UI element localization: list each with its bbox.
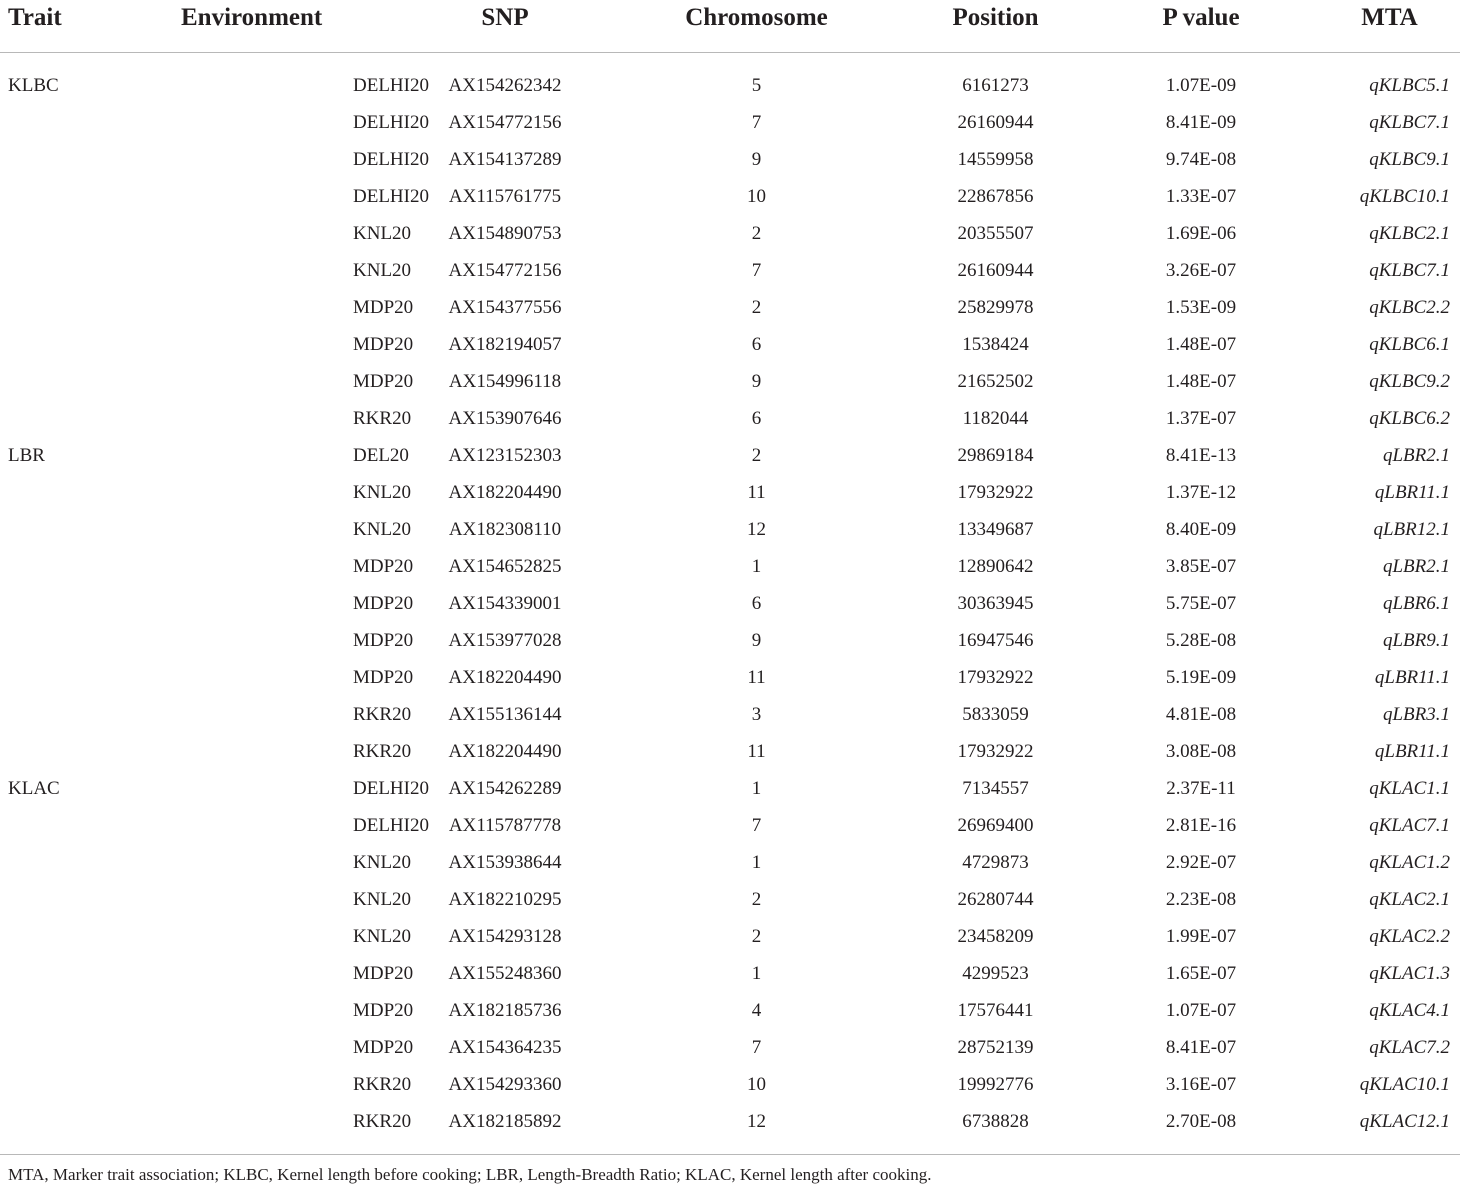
cell-p-value: 3.85E-07	[1165, 555, 1237, 577]
cell-mta: qKLAC1.1	[1369, 777, 1450, 799]
cell-environment: MDP20	[353, 666, 414, 688]
cell-environment: DELHI20	[353, 111, 429, 133]
cell-position: 1538424	[962, 333, 1029, 355]
cell-trait	[0, 881, 172, 918]
cell-mta: qKLBC7.1	[1369, 111, 1450, 133]
cell-chromosome: 9	[751, 370, 762, 392]
cell-mta: qKLAC10.1	[1359, 1073, 1450, 1095]
cell-trait	[0, 1066, 172, 1103]
cell-chromosome: 5	[751, 74, 762, 96]
cell-trait	[0, 104, 172, 141]
table-row	[0, 1029, 1460, 1066]
cell-snp: AX115787778	[448, 814, 562, 836]
cell-environment: MDP20	[353, 555, 414, 577]
cell-environment: RKR20	[353, 407, 412, 429]
cell-snp: AX182194057	[448, 333, 562, 355]
table-body	[0, 53, 1460, 1141]
cell-p-value: 8.41E-07	[1165, 1036, 1237, 1058]
cell-trait	[0, 696, 172, 733]
cell-chromosome: 2	[751, 888, 762, 910]
cell-environment: DELHI20	[353, 185, 429, 207]
cell-chromosome: 3	[751, 703, 762, 725]
cell-position: 22867856	[957, 185, 1034, 207]
cell-snp: AX182204490	[448, 740, 562, 762]
cell-position: 16947546	[957, 629, 1034, 651]
cell-trait	[0, 178, 172, 215]
table-row	[0, 363, 1460, 400]
cell-mta: qKLBC2.2	[1369, 296, 1450, 318]
cell-position: 29869184	[957, 444, 1034, 466]
cell-snp: AX154652825	[448, 555, 562, 577]
header-row	[0, 0, 1460, 53]
cell-chromosome: 1	[751, 851, 762, 873]
header-snp: SNP	[481, 4, 529, 31]
cell-p-value: 2.92E-07	[1165, 851, 1237, 873]
cell-p-value: 1.48E-07	[1165, 333, 1237, 355]
cell-p-value: 1.07E-09	[1165, 74, 1237, 96]
cell-trait	[0, 1029, 172, 1066]
cell-mta: qKLAC7.1	[1369, 814, 1450, 836]
cell-chromosome: 6	[751, 592, 762, 614]
cell-trait	[0, 622, 172, 659]
bottom-rule	[0, 1154, 1460, 1155]
cell-p-value: 5.28E-08	[1165, 629, 1237, 651]
table-row	[0, 733, 1460, 770]
table-row	[0, 918, 1460, 955]
cell-p-value: 4.81E-08	[1165, 703, 1237, 725]
table-row	[0, 289, 1460, 326]
table-footnote: MTA, Marker trait association; KLBC, Kernel length before cooking; LBR, Length-Breadth Ratio; KLAC, Kernel length after cooking.	[8, 1165, 932, 1184]
cell-snp: AX154996118	[448, 370, 562, 392]
cell-chromosome: 7	[751, 259, 762, 281]
cell-environment: RKR20	[353, 1110, 412, 1132]
cell-chromosome: 6	[751, 407, 762, 429]
cell-environment: MDP20	[353, 592, 414, 614]
cell-snp: AX123152303	[448, 444, 562, 466]
table-row	[0, 955, 1460, 992]
cell-position: 30363945	[957, 592, 1034, 614]
cell-snp: AX154772156	[448, 259, 562, 281]
cell-chromosome: 6	[751, 333, 762, 355]
cell-snp: AX154293128	[448, 925, 562, 947]
table-row	[0, 622, 1460, 659]
table-row	[0, 1103, 1460, 1140]
cell-trait	[0, 548, 172, 585]
cell-mta: qKLAC1.3	[1369, 962, 1450, 984]
cell-trait	[0, 733, 172, 770]
cell-mta: qKLAC1.2	[1369, 851, 1450, 873]
cell-chromosome: 10	[747, 185, 766, 207]
cell-mta: qKLBC9.1	[1369, 148, 1450, 170]
cell-snp: AX154339001	[448, 592, 562, 614]
cell-p-value: 5.75E-07	[1165, 592, 1237, 614]
table-row	[0, 696, 1460, 733]
cell-p-value: 1.07E-07	[1165, 999, 1237, 1021]
cell-mta: qLBR2.1	[1382, 444, 1450, 466]
cell-snp: AX182185892	[448, 1110, 562, 1132]
header-position: Position	[952, 4, 1039, 31]
table-row	[0, 807, 1460, 844]
cell-p-value: 2.23E-08	[1165, 888, 1237, 910]
cell-snp: AX154262289	[448, 777, 562, 799]
cell-p-value: 1.37E-12	[1165, 481, 1237, 503]
table-row	[0, 437, 1460, 474]
cell-environment: RKR20	[353, 703, 412, 725]
cell-environment: DELHI20	[353, 74, 429, 96]
table-row	[0, 252, 1460, 289]
cell-chromosome: 2	[751, 222, 762, 244]
cell-p-value: 1.33E-07	[1165, 185, 1237, 207]
cell-mta: qLBR12.1	[1373, 518, 1450, 540]
cell-environment: KNL20	[353, 222, 412, 244]
cell-environment: DELHI20	[353, 148, 429, 170]
cell-chromosome: 10	[747, 1073, 766, 1095]
cell-position: 1182044	[962, 407, 1029, 429]
cell-mta: qLBR9.1	[1382, 629, 1450, 651]
header-mta: MTA	[1361, 4, 1418, 31]
table-row	[0, 215, 1460, 252]
cell-position: 17932922	[957, 666, 1034, 688]
cell-position: 14559958	[957, 148, 1034, 170]
cell-position: 19992776	[957, 1073, 1034, 1095]
cell-position: 17576441	[957, 999, 1034, 1021]
cell-snp: AX115761775	[448, 185, 562, 207]
table-row	[0, 548, 1460, 585]
table-row	[0, 178, 1460, 215]
cell-trait	[0, 474, 172, 511]
cell-snp: AX182185736	[448, 999, 562, 1021]
cell-mta: qLBR2.1	[1382, 555, 1450, 577]
cell-trait	[0, 918, 172, 955]
table-row	[0, 474, 1460, 511]
cell-chromosome: 11	[747, 666, 766, 688]
cell-environment: DELHI20	[353, 814, 429, 836]
cell-p-value: 2.70E-08	[1165, 1110, 1237, 1132]
header-chromosome: Chromosome	[685, 4, 828, 31]
cell-position: 17932922	[957, 740, 1034, 762]
cell-snp: AX154262342	[448, 74, 562, 96]
cell-mta: qKLAC2.2	[1369, 925, 1450, 947]
cell-p-value: 1.53E-09	[1165, 296, 1237, 318]
cell-trait	[0, 363, 172, 400]
cell-trait: KLAC	[8, 777, 60, 799]
cell-snp: AX155248360	[448, 962, 562, 984]
cell-environment: MDP20	[353, 1036, 414, 1058]
cell-position: 26160944	[957, 259, 1034, 281]
cell-mta: qKLAC2.1	[1369, 888, 1450, 910]
cell-position: 4729873	[962, 851, 1029, 873]
cell-chromosome: 7	[751, 111, 762, 133]
cell-chromosome: 4	[751, 999, 762, 1021]
cell-snp: AX153977028	[448, 629, 562, 651]
cell-chromosome: 11	[747, 481, 766, 503]
cell-position: 12890642	[957, 555, 1034, 577]
cell-p-value: 2.81E-16	[1165, 814, 1237, 836]
header-trait: Trait	[8, 4, 62, 31]
cell-position: 20355507	[957, 222, 1034, 244]
table-row	[0, 326, 1460, 363]
cell-snp: AX154364235	[448, 1036, 562, 1058]
cell-p-value: 8.40E-09	[1165, 518, 1237, 540]
cell-position: 23458209	[957, 925, 1034, 947]
cell-mta: qKLBC6.2	[1369, 407, 1450, 429]
cell-mta: qKLBC6.1	[1369, 333, 1450, 355]
cell-position: 5833059	[962, 703, 1029, 725]
cell-p-value: 2.37E-11	[1166, 777, 1236, 799]
cell-mta: qKLBC5.1	[1369, 74, 1450, 96]
cell-p-value: 9.74E-08	[1165, 148, 1237, 170]
cell-snp: AX154137289	[448, 148, 562, 170]
cell-p-value: 3.08E-08	[1165, 740, 1237, 762]
cell-mta: qKLAC7.2	[1369, 1036, 1450, 1058]
cell-chromosome: 7	[751, 814, 762, 836]
cell-position: 26160944	[957, 111, 1034, 133]
cell-chromosome: 12	[747, 518, 766, 540]
cell-trait	[0, 807, 172, 844]
cell-position: 6738828	[962, 1110, 1029, 1132]
cell-snp: AX154293360	[448, 1073, 562, 1095]
cell-environment: MDP20	[353, 296, 414, 318]
cell-position: 7134557	[962, 777, 1029, 799]
cell-environment: DEL20	[353, 444, 409, 466]
cell-chromosome: 11	[747, 740, 766, 762]
cell-p-value: 1.99E-07	[1165, 925, 1237, 947]
cell-chromosome: 2	[751, 444, 762, 466]
cell-chromosome: 9	[751, 629, 762, 651]
cell-trait	[0, 992, 172, 1029]
cell-trait	[0, 1103, 172, 1140]
cell-position: 25829978	[957, 296, 1034, 318]
table-row	[0, 585, 1460, 622]
cell-environment: RKR20	[353, 740, 412, 762]
cell-trait	[0, 326, 172, 363]
cell-p-value: 1.65E-07	[1165, 962, 1237, 984]
header-p-value: P value	[1162, 4, 1240, 31]
cell-mta: qLBR11.1	[1374, 481, 1450, 503]
cell-trait	[0, 511, 172, 548]
cell-mta: qKLAC4.1	[1369, 999, 1450, 1021]
cell-p-value: 8.41E-09	[1165, 111, 1237, 133]
cell-environment: KNL20	[353, 925, 412, 947]
cell-snp: AX182204490	[448, 666, 562, 688]
cell-mta: qKLBC9.2	[1369, 370, 1450, 392]
table-row	[0, 53, 1460, 105]
cell-environment: RKR20	[353, 1073, 412, 1095]
cell-snp: AX153907646	[448, 407, 562, 429]
cell-mta: qLBR11.1	[1374, 740, 1450, 762]
cell-snp: AX182308110	[448, 518, 562, 540]
cell-snp: AX182210295	[448, 888, 562, 910]
cell-trait	[0, 659, 172, 696]
cell-trait	[0, 844, 172, 881]
cell-snp: AX155136144	[448, 703, 562, 725]
table-row	[0, 659, 1460, 696]
cell-snp: AX154377556	[448, 296, 562, 318]
cell-chromosome: 2	[751, 296, 762, 318]
table-row	[0, 511, 1460, 548]
table-row	[0, 1066, 1460, 1103]
table-row	[0, 770, 1460, 807]
cell-mta: qKLBC10.1	[1359, 185, 1450, 207]
cell-chromosome: 1	[751, 962, 762, 984]
cell-p-value: 3.26E-07	[1165, 259, 1237, 281]
cell-environment: KNL20	[353, 481, 412, 503]
cell-environment: MDP20	[353, 999, 414, 1021]
cell-trait	[0, 252, 172, 289]
cell-snp: AX154772156	[448, 111, 562, 133]
cell-trait	[0, 955, 172, 992]
cell-mta: qLBR3.1	[1382, 703, 1450, 725]
cell-chromosome: 9	[751, 148, 762, 170]
table-row	[0, 141, 1460, 178]
cell-chromosome: 1	[751, 555, 762, 577]
table-row	[0, 992, 1460, 1029]
cell-snp: AX182204490	[448, 481, 562, 503]
cell-environment: MDP20	[353, 333, 414, 355]
cell-environment: MDP20	[353, 962, 414, 984]
cell-environment: KNL20	[353, 851, 412, 873]
cell-trait: LBR	[8, 444, 45, 466]
cell-position: 13349687	[957, 518, 1034, 540]
cell-p-value: 1.69E-06	[1165, 222, 1237, 244]
cell-mta: qKLAC12.1	[1359, 1110, 1450, 1132]
cell-mta: qKLBC7.1	[1369, 259, 1450, 281]
header-environment: Environment	[181, 4, 323, 31]
table-row	[0, 881, 1460, 918]
cell-p-value: 3.16E-07	[1165, 1073, 1237, 1095]
cell-chromosome: 7	[751, 1036, 762, 1058]
cell-trait	[0, 141, 172, 178]
cell-snp: AX154890753	[448, 222, 562, 244]
cell-position: 6161273	[962, 74, 1029, 96]
cell-position: 21652502	[957, 370, 1034, 392]
cell-position: 26280744	[957, 888, 1034, 910]
cell-position: 17932922	[957, 481, 1034, 503]
cell-trait	[0, 289, 172, 326]
cell-trait	[0, 400, 172, 437]
cell-snp: AX153938644	[448, 851, 562, 873]
cell-environment: KNL20	[353, 888, 412, 910]
table-row	[0, 104, 1460, 141]
cell-environment: MDP20	[353, 629, 414, 651]
cell-environment: KNL20	[353, 259, 412, 281]
cell-position: 4299523	[962, 962, 1029, 984]
cell-mta: qLBR6.1	[1382, 592, 1450, 614]
cell-p-value: 8.41E-13	[1165, 444, 1237, 466]
cell-chromosome: 2	[751, 925, 762, 947]
cell-environment: KNL20	[353, 518, 412, 540]
cell-p-value: 5.19E-09	[1165, 666, 1237, 688]
cell-trait	[0, 585, 172, 622]
cell-environment: MDP20	[353, 370, 414, 392]
cell-p-value: 1.37E-07	[1165, 407, 1237, 429]
cell-position: 28752139	[957, 1036, 1034, 1058]
cell-trait: KLBC	[8, 74, 59, 96]
cell-p-value: 1.48E-07	[1165, 370, 1237, 392]
cell-chromosome: 12	[747, 1110, 766, 1132]
cell-mta: qLBR11.1	[1374, 666, 1450, 688]
cell-mta: qKLBC2.1	[1369, 222, 1450, 244]
table-row	[0, 400, 1460, 437]
cell-trait	[0, 215, 172, 252]
cell-environment: DELHI20	[353, 777, 429, 799]
cell-chromosome: 1	[751, 777, 762, 799]
table-row	[0, 844, 1460, 881]
cell-position: 26969400	[957, 814, 1034, 836]
